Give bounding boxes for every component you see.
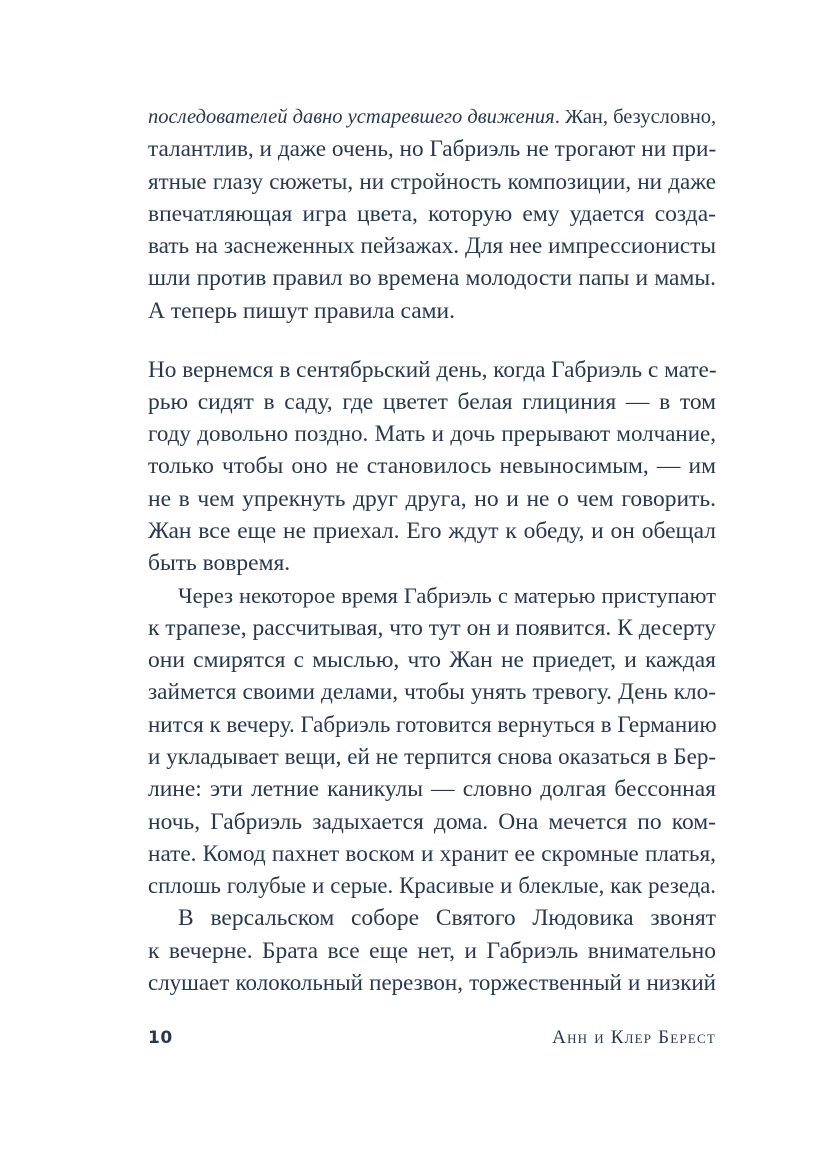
italic-phrase: последователей давно устаревшего движения <box>148 106 555 128</box>
p3-line-2: к трапезе, рассчитывая, что тут он и появится. К десерту <box>148 615 716 641</box>
running-head-author: Анн и Клер Берест <box>552 1027 716 1048</box>
p2-line-4: только чтобы оно не становилось невыносимым, — им <box>148 453 716 479</box>
p4-line-1: В версальском соборе Святого Людовика звонят <box>178 905 716 931</box>
p4-line-3: слушает колокольный перезвон, торжественный и низкий <box>148 970 716 995</box>
p1-line-7: А теперь пишут правила сами. <box>148 298 455 324</box>
p1-line-2: талантлив, и даже очень, но Габриэль не трогают ни при- <box>148 136 717 162</box>
p2-line-1: Но вернемся в сентябрьский день, когда Габриэль с мате- <box>148 357 717 383</box>
p1-line-1 <box>148 100 716 134</box>
p1-line-5: вать на заснеженных пейзажах. Для нее импрессионисты <box>148 233 716 259</box>
p3-line-5: нится к вечеру. Габриэль готовится вернуться в Германию <box>148 712 717 737</box>
p2-line-5: не в чем упрекнуть друг друга, но и не о чем говорить. <box>148 486 716 512</box>
p3-line-10: сплошь голубые и серые. Красивые и блеклые, как резеда. <box>148 873 716 898</box>
p1-line-4: впечатляющая игра цвета, которую ему удается созда- <box>148 201 716 227</box>
p1-line-1-rest: . Жан, безусловно, <box>554 106 717 128</box>
p2-line-2: рью сидят в саду, где цветет белая глициния — в том <box>148 389 716 415</box>
p3-line-1: Через некоторое время Габриэль с матерью приступают <box>178 583 716 608</box>
p3-line-4: займется своими делами, чтобы унять тревогу. День кло- <box>148 679 716 705</box>
p2-line-3: году довольно поздно. Мать и дочь прерывают молчание, <box>148 421 716 446</box>
p1-line-3: ятные глазу сюжеты, ни стройность композиции, ни даже <box>148 169 716 194</box>
p3-line-7: лине: эти летние каникулы — словно долгая бессонная <box>148 776 716 802</box>
page-number: 10 <box>148 1028 173 1048</box>
p2-line-7: быть вовремя. <box>148 550 291 576</box>
p3-line-6: и укладывает вещи, ей не терпится снова оказаться в Бер- <box>148 744 716 769</box>
p3-line-9: нате. Комод пахнет воском и хранит ее скромные платья, <box>148 841 716 867</box>
p3-line-3: они смирятся с мыслью, что Жан не приедет, и каждая <box>148 647 716 673</box>
p3-line-8: ночь, Габриэль задыхается дома. Она мечется по ком- <box>148 809 716 835</box>
p4-line-2: к вечерне. Брата все еще нет, и Габриэль внимательно <box>148 938 716 964</box>
p1-line-6: шли против правил во времена молодости папы и мамы. <box>148 265 716 291</box>
p2-line-6: Жан все еще не приехал. Его ждут к обеду, и он обещал <box>148 518 716 544</box>
